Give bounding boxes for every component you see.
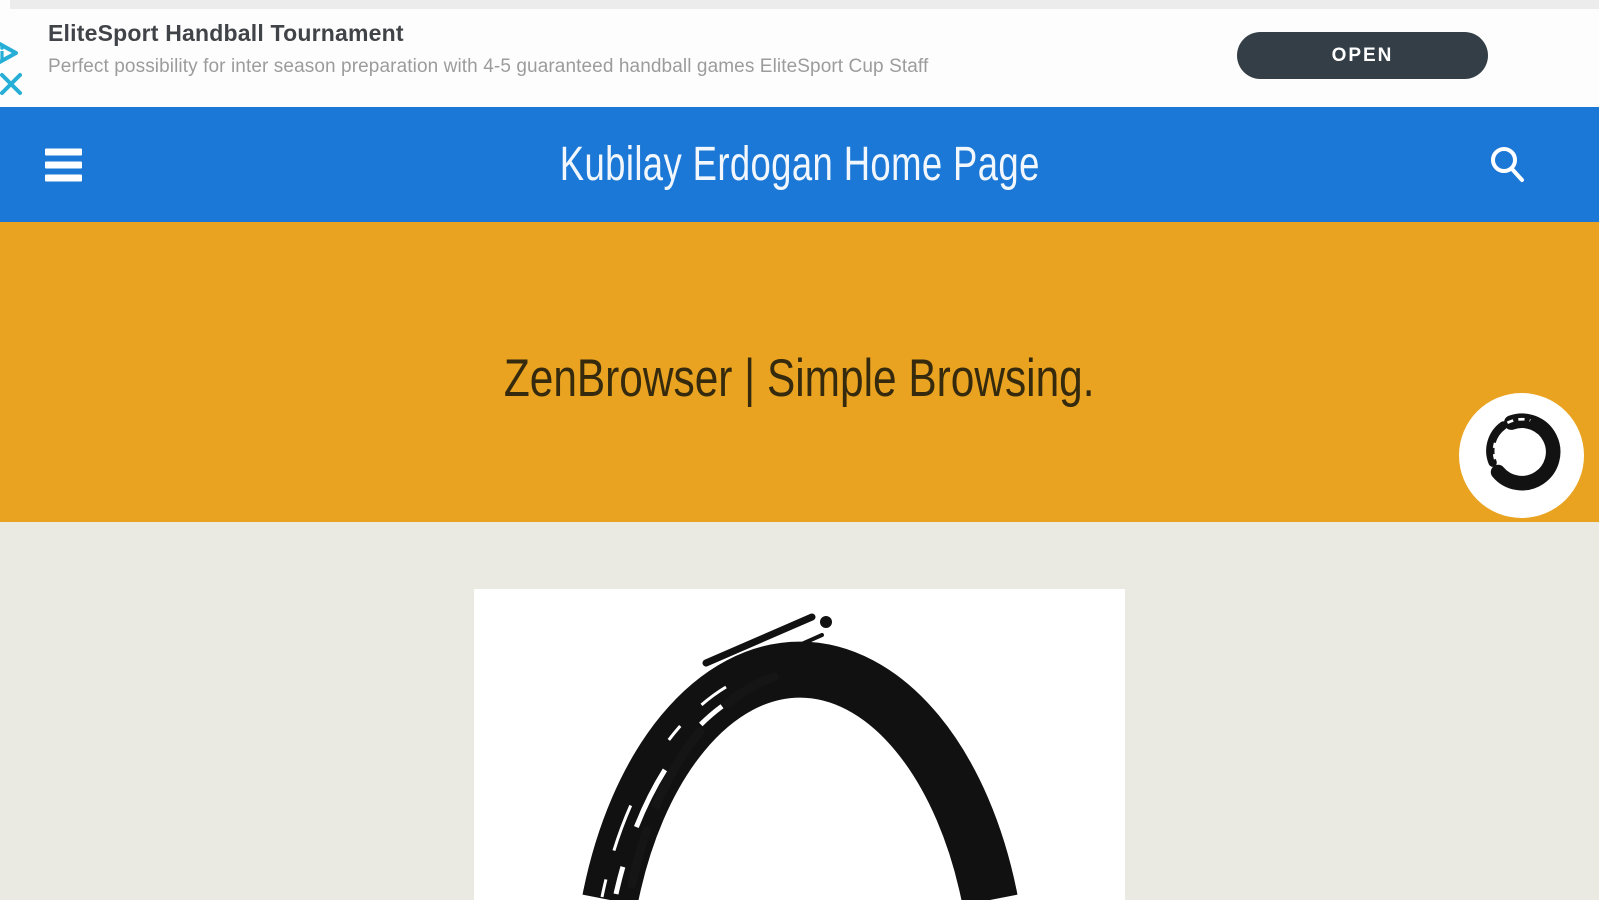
- menu-bar: [45, 161, 82, 168]
- ad-icon-column: [0, 40, 36, 96]
- content-card: [474, 589, 1125, 900]
- content-area: [0, 522, 1599, 900]
- ad-banner: [0, 0, 1599, 107]
- adchoices-icon[interactable]: [0, 40, 36, 66]
- app-bar: [0, 107, 1599, 222]
- site-logo[interactable]: [1459, 393, 1584, 518]
- close-icon[interactable]: [0, 72, 36, 96]
- ad-top-strip: [10, 0, 1599, 9]
- menu-bar: [45, 148, 82, 155]
- search-icon[interactable]: [1487, 144, 1527, 186]
- menu-icon[interactable]: [45, 146, 82, 183]
- menu-bar: [45, 174, 82, 181]
- ad-description[interactable]: Perfect possibility for inter season preparation with 4-5 guaranteed handball games EliteSport Cup Staff: [48, 55, 929, 77]
- ad-open-button[interactable]: OPEN: [1237, 32, 1488, 79]
- hero-banner: [0, 222, 1599, 522]
- ad-text-block: [48, 20, 928, 78]
- hero-title: ZenBrowser | Simple Browsing.: [504, 348, 1095, 408]
- ad-title[interactable]: EliteSport Handball Tournament: [48, 20, 404, 46]
- page-title: Kubilay Erdogan Home Page: [559, 138, 1040, 191]
- enso-circle-icon: [1470, 401, 1574, 510]
- enso-brush-image: [474, 589, 1125, 900]
